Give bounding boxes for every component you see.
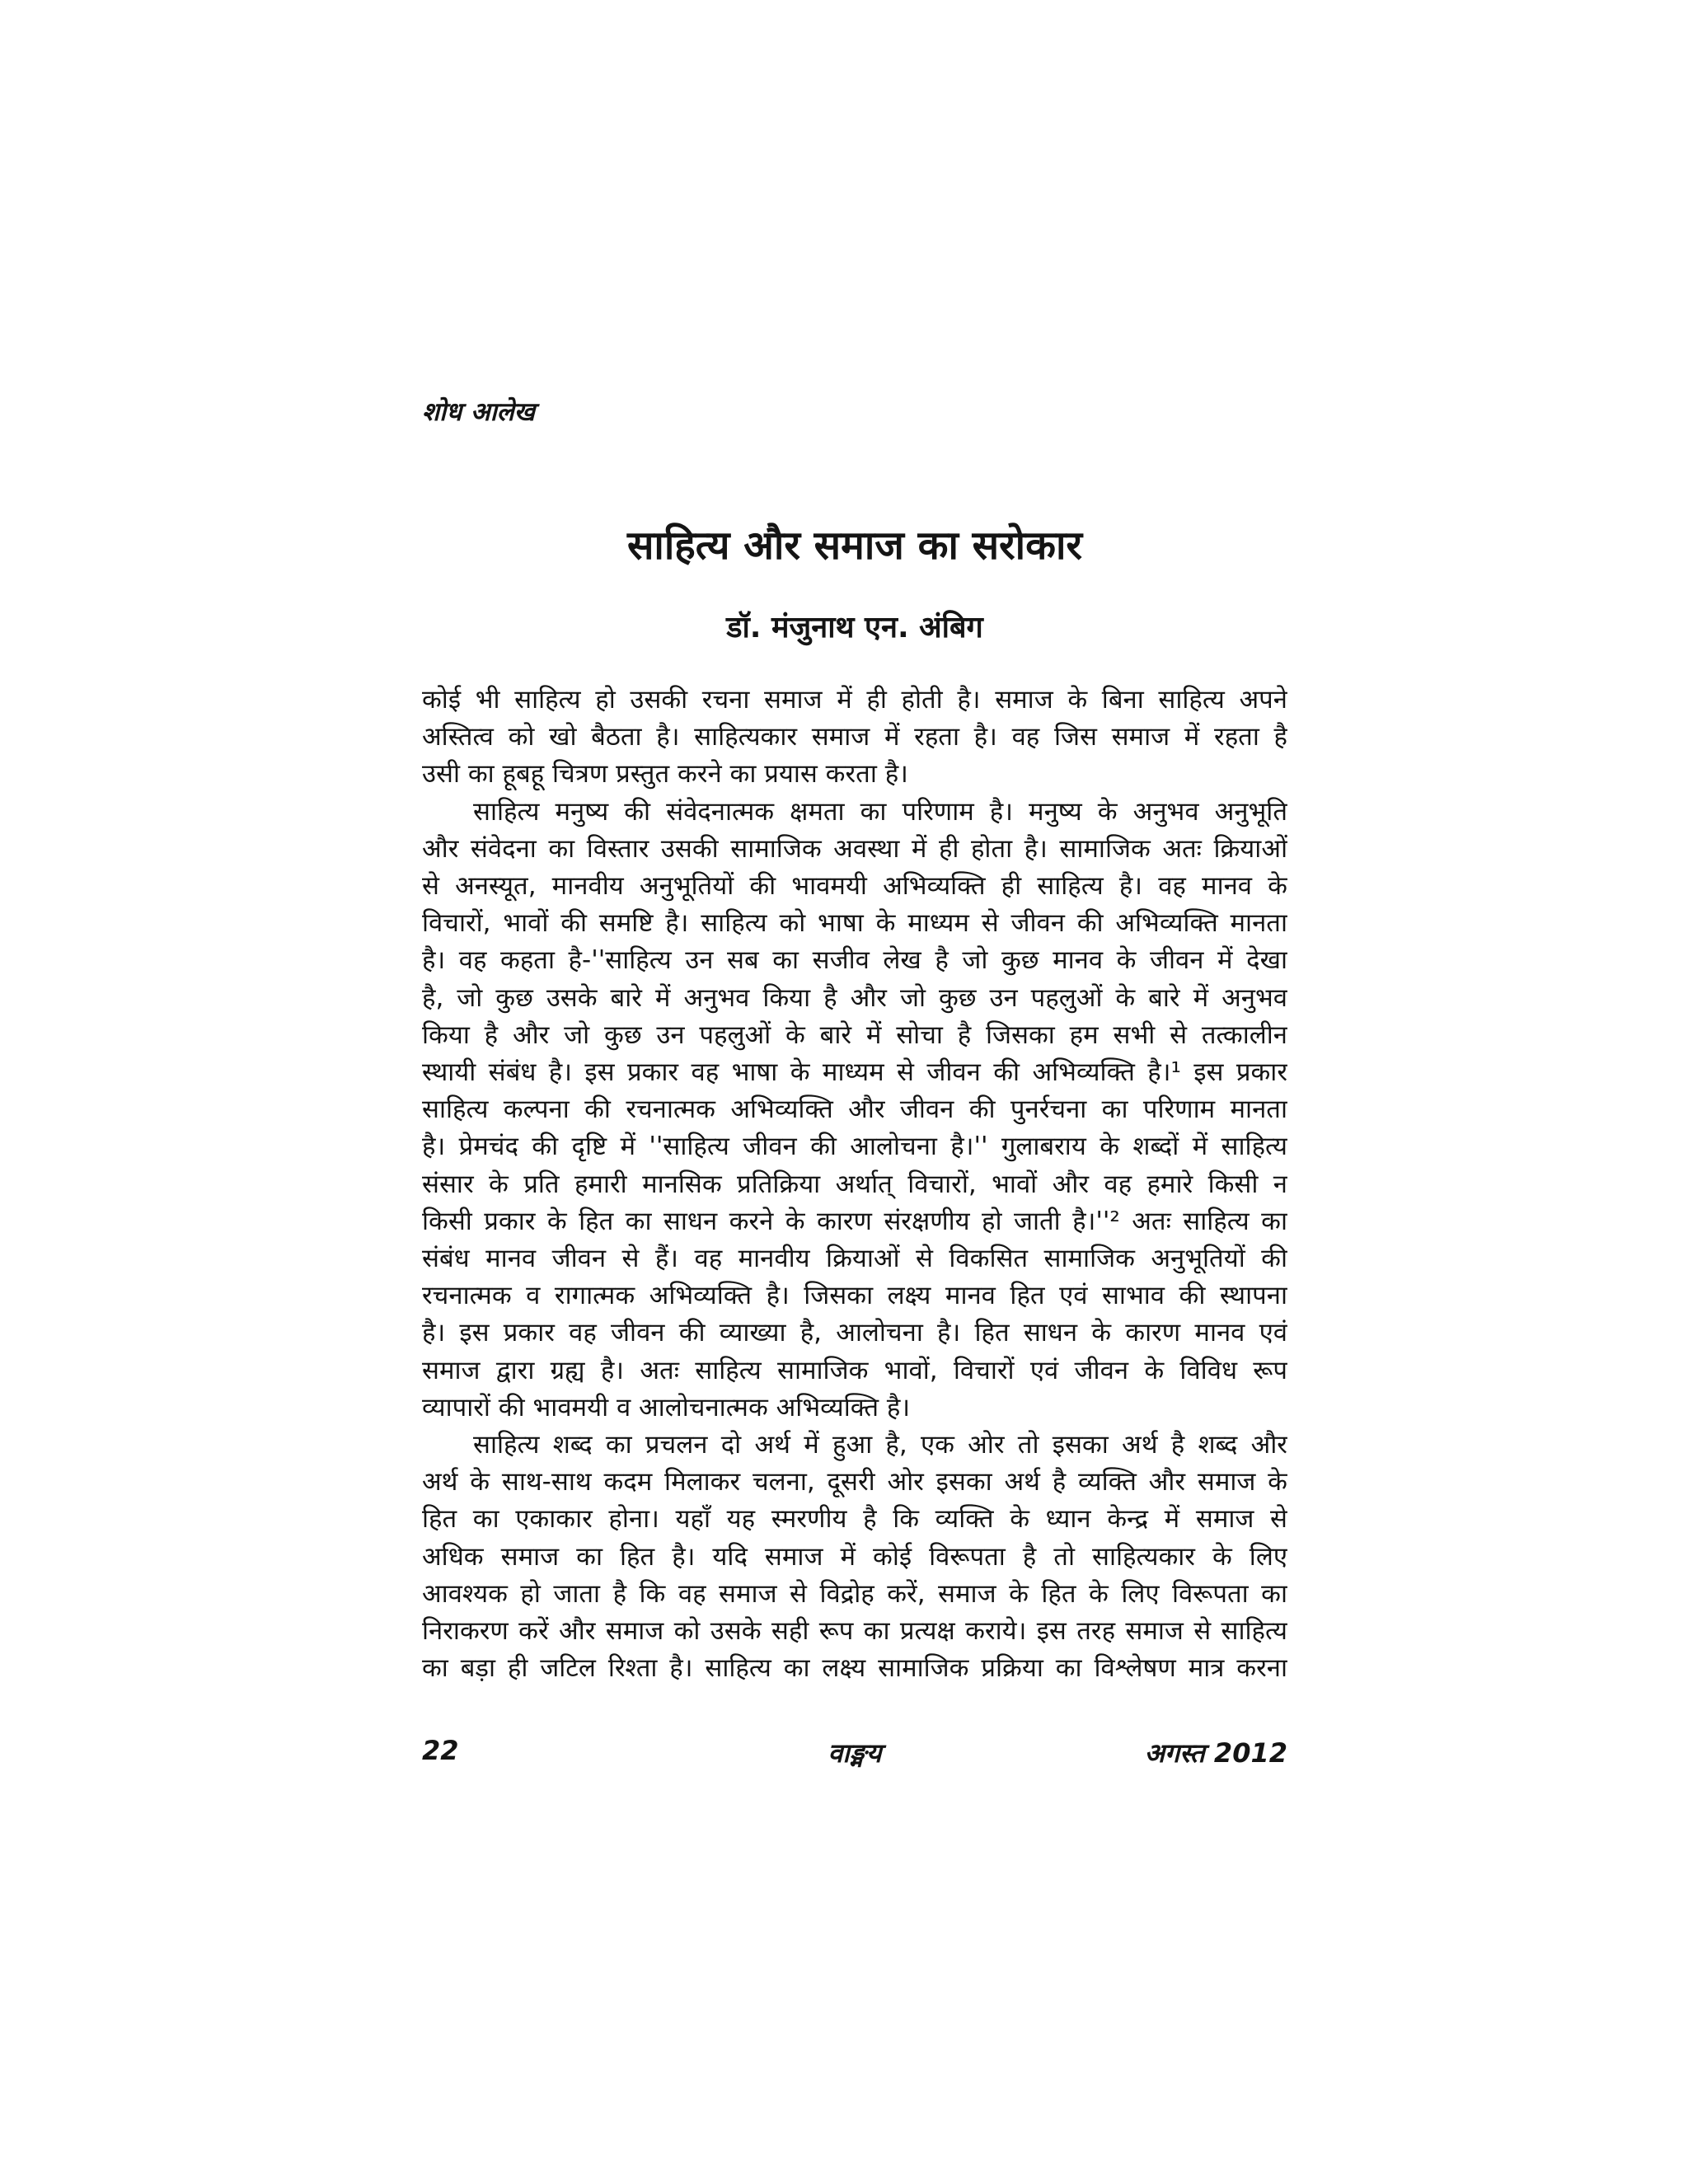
text-line: साहित्य कल्पना की रचनात्मक अभिव्यक्ति और जीवन की पुनर्रचना का परिणाम मानता <box>422 1094 1287 1125</box>
text-line: साहित्य मनुष्य की संवेदनात्मक क्षमता का परिणाम है। मनुष्य के अनुभव अनुभूति <box>473 796 1287 827</box>
text-line: विचारों, भावों की समष्टि है। साहित्य को भाषा के माध्यम से जीवन की अभिव्यक्ति मानता <box>422 908 1287 939</box>
text-line: किया है और जो कुछ उन पहलुओं के बारे में सोचा है जिसका हम सभी से तत्कालीन <box>422 1019 1287 1050</box>
author-name: डॉ. मंजुनाथ एन. अंबिग <box>726 611 983 644</box>
section-label: शोध आलेख <box>422 397 536 427</box>
paragraph-1 <box>422 682 1287 794</box>
text-line: रचनात्मक व रागात्मक अभिव्यक्ति है। जिसका लक्ष्य मानव हित एवं साभाव की स्थापना <box>422 1281 1287 1311</box>
text-line: किसी प्रकार के हित का साधन करने के कारण संरक्षणीय हो जाती है।''² अतः साहित्य का <box>422 1206 1287 1236</box>
article-body <box>422 682 1287 1687</box>
article-title: साहित्य और समाज का सरोकार <box>626 523 1083 569</box>
text-line: और संवेदना का विस्तार उसकी सामाजिक अवस्था में ही होता है। सामाजिक अतः क्रियाओं <box>422 833 1287 864</box>
text-line: है। इस प्रकार वह जीवन की व्याख्या है, आलोचना है। हित साधन के कारण मानव एवं <box>422 1318 1287 1348</box>
text-line: हित का एकाकार होना। यहाँ यह स्मरणीय है कि व्यक्ति के ध्यान केन्द्र में समाज से <box>422 1504 1287 1535</box>
issue-date: अगस्त 2012 <box>1144 1737 1287 1769</box>
page-footer <box>422 1735 1287 1774</box>
text-line: है। प्रेमचंद की दृष्टि में ''साहित्य जीवन की आलोचना है।'' गुलाबराय के शब्दों में साहित्य <box>422 1132 1287 1162</box>
text-line: समाज द्वारा ग्रह्य है। अतः साहित्य सामाजिक भावों, विचारों एवं जीवन के विविध रूप <box>422 1355 1287 1385</box>
text-line: है। वह कहता है-''साहित्य उन सब का सजीव लेख है जो कुछ मानव के जीवन में देखा <box>422 945 1287 976</box>
paragraph-3 <box>422 1427 1287 1687</box>
journal-name: वाङ्मय <box>828 1737 882 1769</box>
text-line: है, जो कुछ उसके बारे में अनुभव किया है और जो कुछ उन पहलुओं के बारे में अनुभव <box>422 982 1287 1013</box>
text-line: उसी का हूबहू चित्रण प्रस्तुत करने का प्रयास करता है। <box>422 759 908 790</box>
text-line: का बड़ा ही जटिल रिश्ता है। साहित्य का लक्ष्य सामाजिक प्रक्रिया का विश्लेषण मात्र करना <box>422 1653 1287 1684</box>
text-line: कोई भी साहित्य हो उसकी रचना समाज में ही होती है। समाज के बिना साहित्य अपने <box>422 685 1287 715</box>
text-line: निराकरण करें और समाज को उसके सही रूप का प्रत्यक्ष कराये। इस तरह समाज से साहित्य <box>422 1616 1287 1647</box>
page-number: 22 <box>422 1735 459 1766</box>
text-line: अधिक समाज का हित है। यदि समाज में कोई विरूपता है तो साहित्यकार के लिए <box>422 1541 1287 1572</box>
text-line: से अनस्यूत, मानवीय अनुभूतियों की भावमयी अभिव्यक्ति ही साहित्य है। वह मानव के <box>422 871 1287 902</box>
text-line: संसार के प्रति हमारी मानसिक प्रतिक्रिया अर्थात् विचारों, भावों और वह हमारे किसी न <box>422 1169 1287 1199</box>
text-line: अर्थ के साथ-साथ कदम मिलाकर चलना, दूसरी ओर इसका अर्थ है व्यक्ति और समाज के <box>422 1467 1287 1497</box>
text-line: व्यापारों की भावमयी व आलोचनात्मक अभिव्यक्ति है। <box>422 1392 911 1422</box>
text-line: साहित्य शब्द का प्रचलन दो अर्थ में हुआ है, एक ओर तो इसका अर्थ है शब्द और <box>473 1430 1287 1460</box>
paragraph-2 <box>422 794 1287 1427</box>
text-line: अस्तित्व को खो बैठता है। साहित्यकार समाज में रहता है। वह जिस समाज में रहता है <box>422 722 1287 752</box>
text-line: आवश्यक हो जाता है कि वह समाज से विद्रोह करें, समाज के हित के लिए विरूपता का <box>422 1578 1287 1609</box>
text-line: संबंध मानव जीवन से हैं। वह मानवीय क्रियाओं से विकसित सामाजिक अनुभूतियों की <box>422 1244 1287 1274</box>
text-line: स्थायी संबंध है। इस प्रकार वह भाषा के माध्यम से जीवन की अभिव्यक्ति है।¹ इस प्रकार <box>422 1057 1287 1088</box>
